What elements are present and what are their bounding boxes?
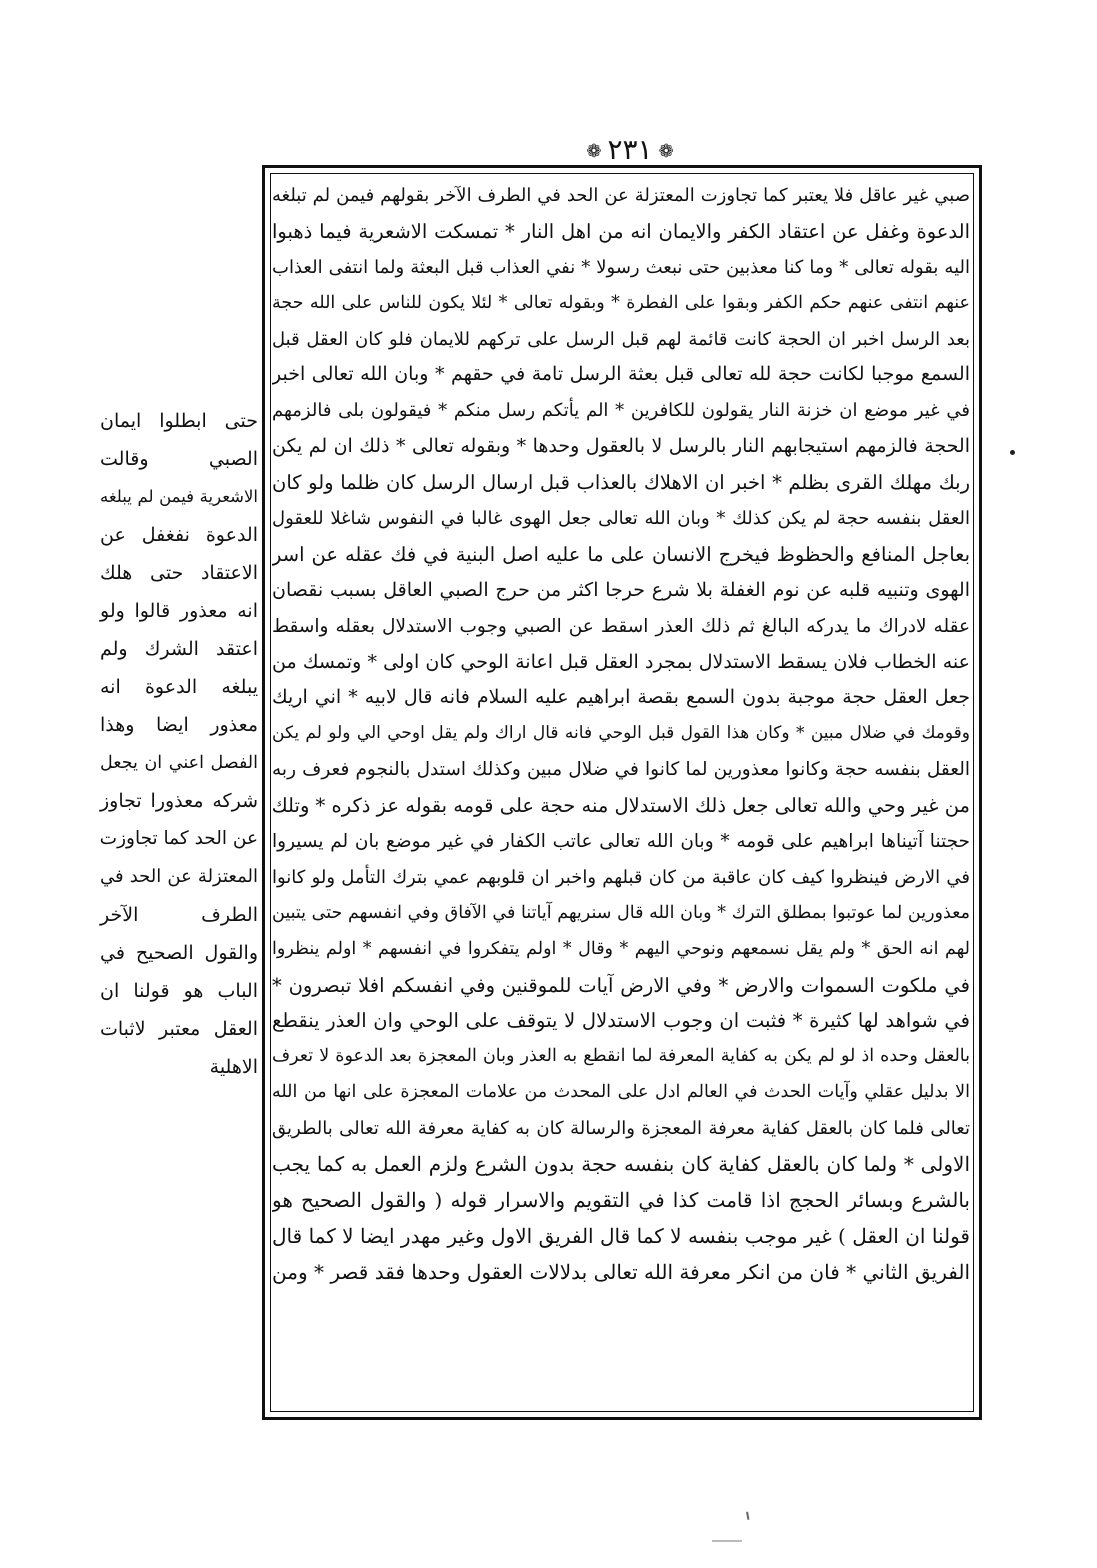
margin-line: الاشعرية فيمن لم يبلغه <box>100 487 258 506</box>
text-line: حجتنا آتيناها ابراهيم على قومه * وبان الله تعالى عاتب الكفار في غير موضع بان لم يسيروا <box>272 831 970 853</box>
text-line: جعل العقل حجة موجبة بدون السمع بقصة ابراهيم عليه السلام فانه قال لابيه * اني اريك <box>272 686 970 709</box>
text-line: في شواهد لها كثيرة * فثبت ان وجوب الاستدلال لا يتوقف على الوحي وان العذر ينقطع <box>272 1009 970 1033</box>
text-line: ربك مهلك القرى بظلم * اخبر ان الاهلاك بالعذاب قبل ارسال الرسل كان ظلما ولو كان <box>272 471 970 495</box>
margin-note <box>99 402 258 1078</box>
text-line: السمع موجبا لكانت حجة لله تعالى قبل بعثة الرسل تامة في حقهم * وبان الله تعالى اخبر <box>272 363 970 386</box>
text-line: العقل بنفسه حجة لم يكن كذلك * وبان الله تعالى جعل الهوى غالبا في النفوس شاغلا للعقول <box>272 508 970 530</box>
margin-line: اعتقد الشرك ولم <box>100 638 258 660</box>
scan-mark <box>712 1540 742 1542</box>
margin-line: عن الحد كما تجاوزت <box>99 828 258 849</box>
ornament-icon: ❁ <box>586 140 602 162</box>
text-line: وقومك في ضلال مبين * وكان هذا القول قبل الوحي فانه قال اراك ولم يقل اوحي الي ولو لم يكن <box>272 723 970 744</box>
page-number <box>575 130 685 170</box>
margin-line: معذور ايضا وهذا <box>100 714 258 736</box>
margin-line: الاهلية <box>209 1056 258 1078</box>
margin-line: يبلغه الدعوة انه <box>100 676 258 698</box>
text-line: بالشرع وبسائر الحجج اذا قامت كذا في التقويم والاسرار قوله ( والقول الصحيح هو <box>272 1187 970 1212</box>
text-line: الحجة فالزمهم استيجابهم النار بالرسل لا بالعقول وحدها * وبقوله تعالى * ذلك ان لم يكن <box>272 435 970 458</box>
text-line: صبي غير عاقل فلا يعتبر كما تجاوزت المعتزلة عن الحد في الطرف الآخر بقولهم فيمن لم تبلغه <box>272 185 970 206</box>
text-line: لهم انه الحق * ولم يقل نسمعهم ونوحي اليهم * وقال * اولم يتفكروا في انفسهم * اولم ينظروا <box>272 938 970 959</box>
text-line: اليه بقوله تعالى * وما كنا معذبين حتى نبعث رسولا * نفي العذاب قبل البعثة ولما انتفى العذاب <box>272 256 970 278</box>
margin-line: العقل معتبر لاثبات <box>100 1018 258 1040</box>
margin-line: المعتزلة عن الحد في <box>100 866 258 887</box>
text-line: بعاجل المنافع والحظوظ فيخرج الانسان على ما عليه اصل البنية في فك عقله عن اسر <box>272 542 970 566</box>
text-line: عقله لادراك ما يدركه البالغ ثم ذلك العذر اسقط عن الصبي وجوب الاستدلال بعقله واسقط <box>272 615 970 637</box>
text-line: بعد الرسل اخبر ان الحجة كانت قائمة لهم قبل الرسل على تركهم للايمان فلو كان العقل قبل <box>272 328 970 350</box>
text-line: بالعقل وحده اذ لو لم يكن به كفاية المعرفة لما انقطع به العذر وبان المعجزة بعد الدعوة لا تعرف <box>272 1046 970 1067</box>
ornament-icon: ❁ <box>658 140 674 162</box>
text-line: في ملكوت السموات والارض * وفي الارض آيات للموقنين وفي انفسكم افلا تبصرون * <box>272 973 970 997</box>
text-line: الاولى * ولما كان بالعقل كفاية كان بنفسه حجة بدون الشرع ولزم العمل به كما يجب <box>272 1152 970 1177</box>
text-line: عنهم انتفى عنهم حكم الكفر وبقوا على الفطرة * وبقوله تعالى * لئلا يكون للناس على الله حجة <box>272 292 970 313</box>
text-line: الفريق الثاني * فان من انكر معرفة الله تعالى بدلالات العقول وحدها فقد قصر * ومن <box>272 1259 970 1284</box>
text-line: الا بدليل عقلي وآيات الحدث في العالم ادل على المحدث من علامات المعجزة على انها من الله <box>272 1082 970 1103</box>
text-line: من غير وحي والله تعالى جعل ذلك الاستدلال منه حجة على قومه بقوله عز ذكره * وتلك <box>272 794 970 818</box>
margin-line: والقول الصحيح في <box>100 942 258 964</box>
page-number-text: ٢٣١ <box>607 133 653 166</box>
text-line: تعالى فلما كان بالعقل كفاية معرفة المعجزة والرسالة كان به كفاية معرفة الله تعالى بالطريق <box>272 1118 970 1140</box>
text-line: قولنا ان العقل ) غير موجب بنفسه لا كما قال الفريق الاول وغير مهدر ايضا لا كما قال <box>272 1223 970 1248</box>
margin-line: الدعوة نفغفل عن <box>100 524 258 546</box>
text-line: الدعوة وغفل عن اعتقاد الكفر والايمان انه من اهل النار * تمسكت الاشعرية فيما ذهبوا <box>272 219 970 243</box>
stray-dot <box>1010 450 1015 455</box>
scan-mark <box>747 1512 750 1520</box>
margin-line: الفصل اعني ان يجعل <box>100 753 258 773</box>
margin-line: الباب هو قولنا ان <box>100 980 258 1002</box>
main-text <box>272 178 970 1408</box>
text-line: في الارض فينظروا كيف كان عاقبة من كان قبلهم واخبر ان قلوبهم عمي بترك التأمل ولو كانوا <box>272 866 970 888</box>
text-line: العقل بنفسه حجة وكانوا معذورين لما كانوا في ضلال مبين وكذلك استدل بالنجوم فعرف ربه <box>272 759 970 781</box>
margin-line: حتى ابطلوا ايمان <box>100 410 258 432</box>
margin-line: الطرف الآخر <box>100 904 258 926</box>
text-line: في غير موضع ان خزنة النار يقولون للكافرين * الم يأتكم رسل منكم * فيقولون بلى فالزمهم <box>272 400 970 422</box>
margin-line: انه معذور قالوا ولو <box>100 600 258 622</box>
text-line: الهوى وتنبيه قلبه عن نوم الغفلة بلا شرع حرجا اكثر من حرج الصبي العاقل بسبب نقصان <box>272 578 970 601</box>
text-line: عنه الخطاب فلان يسقط الاستدلال بمجرد العقل قبل اعانة الوحي كان اولى * وتمسك من <box>272 650 970 673</box>
margin-line: شركه معذورا تجاوز <box>100 790 258 812</box>
text-line: معذورين لما عوتبوا بمطلق الترك * وبان الله قال سنريهم آياتنا في الآفاق وفي انفسهم حتى يتبين <box>272 902 970 923</box>
margin-line: الصبي وقالت <box>100 448 258 470</box>
margin-line: الاعتقاد حتى هلك <box>100 562 258 584</box>
